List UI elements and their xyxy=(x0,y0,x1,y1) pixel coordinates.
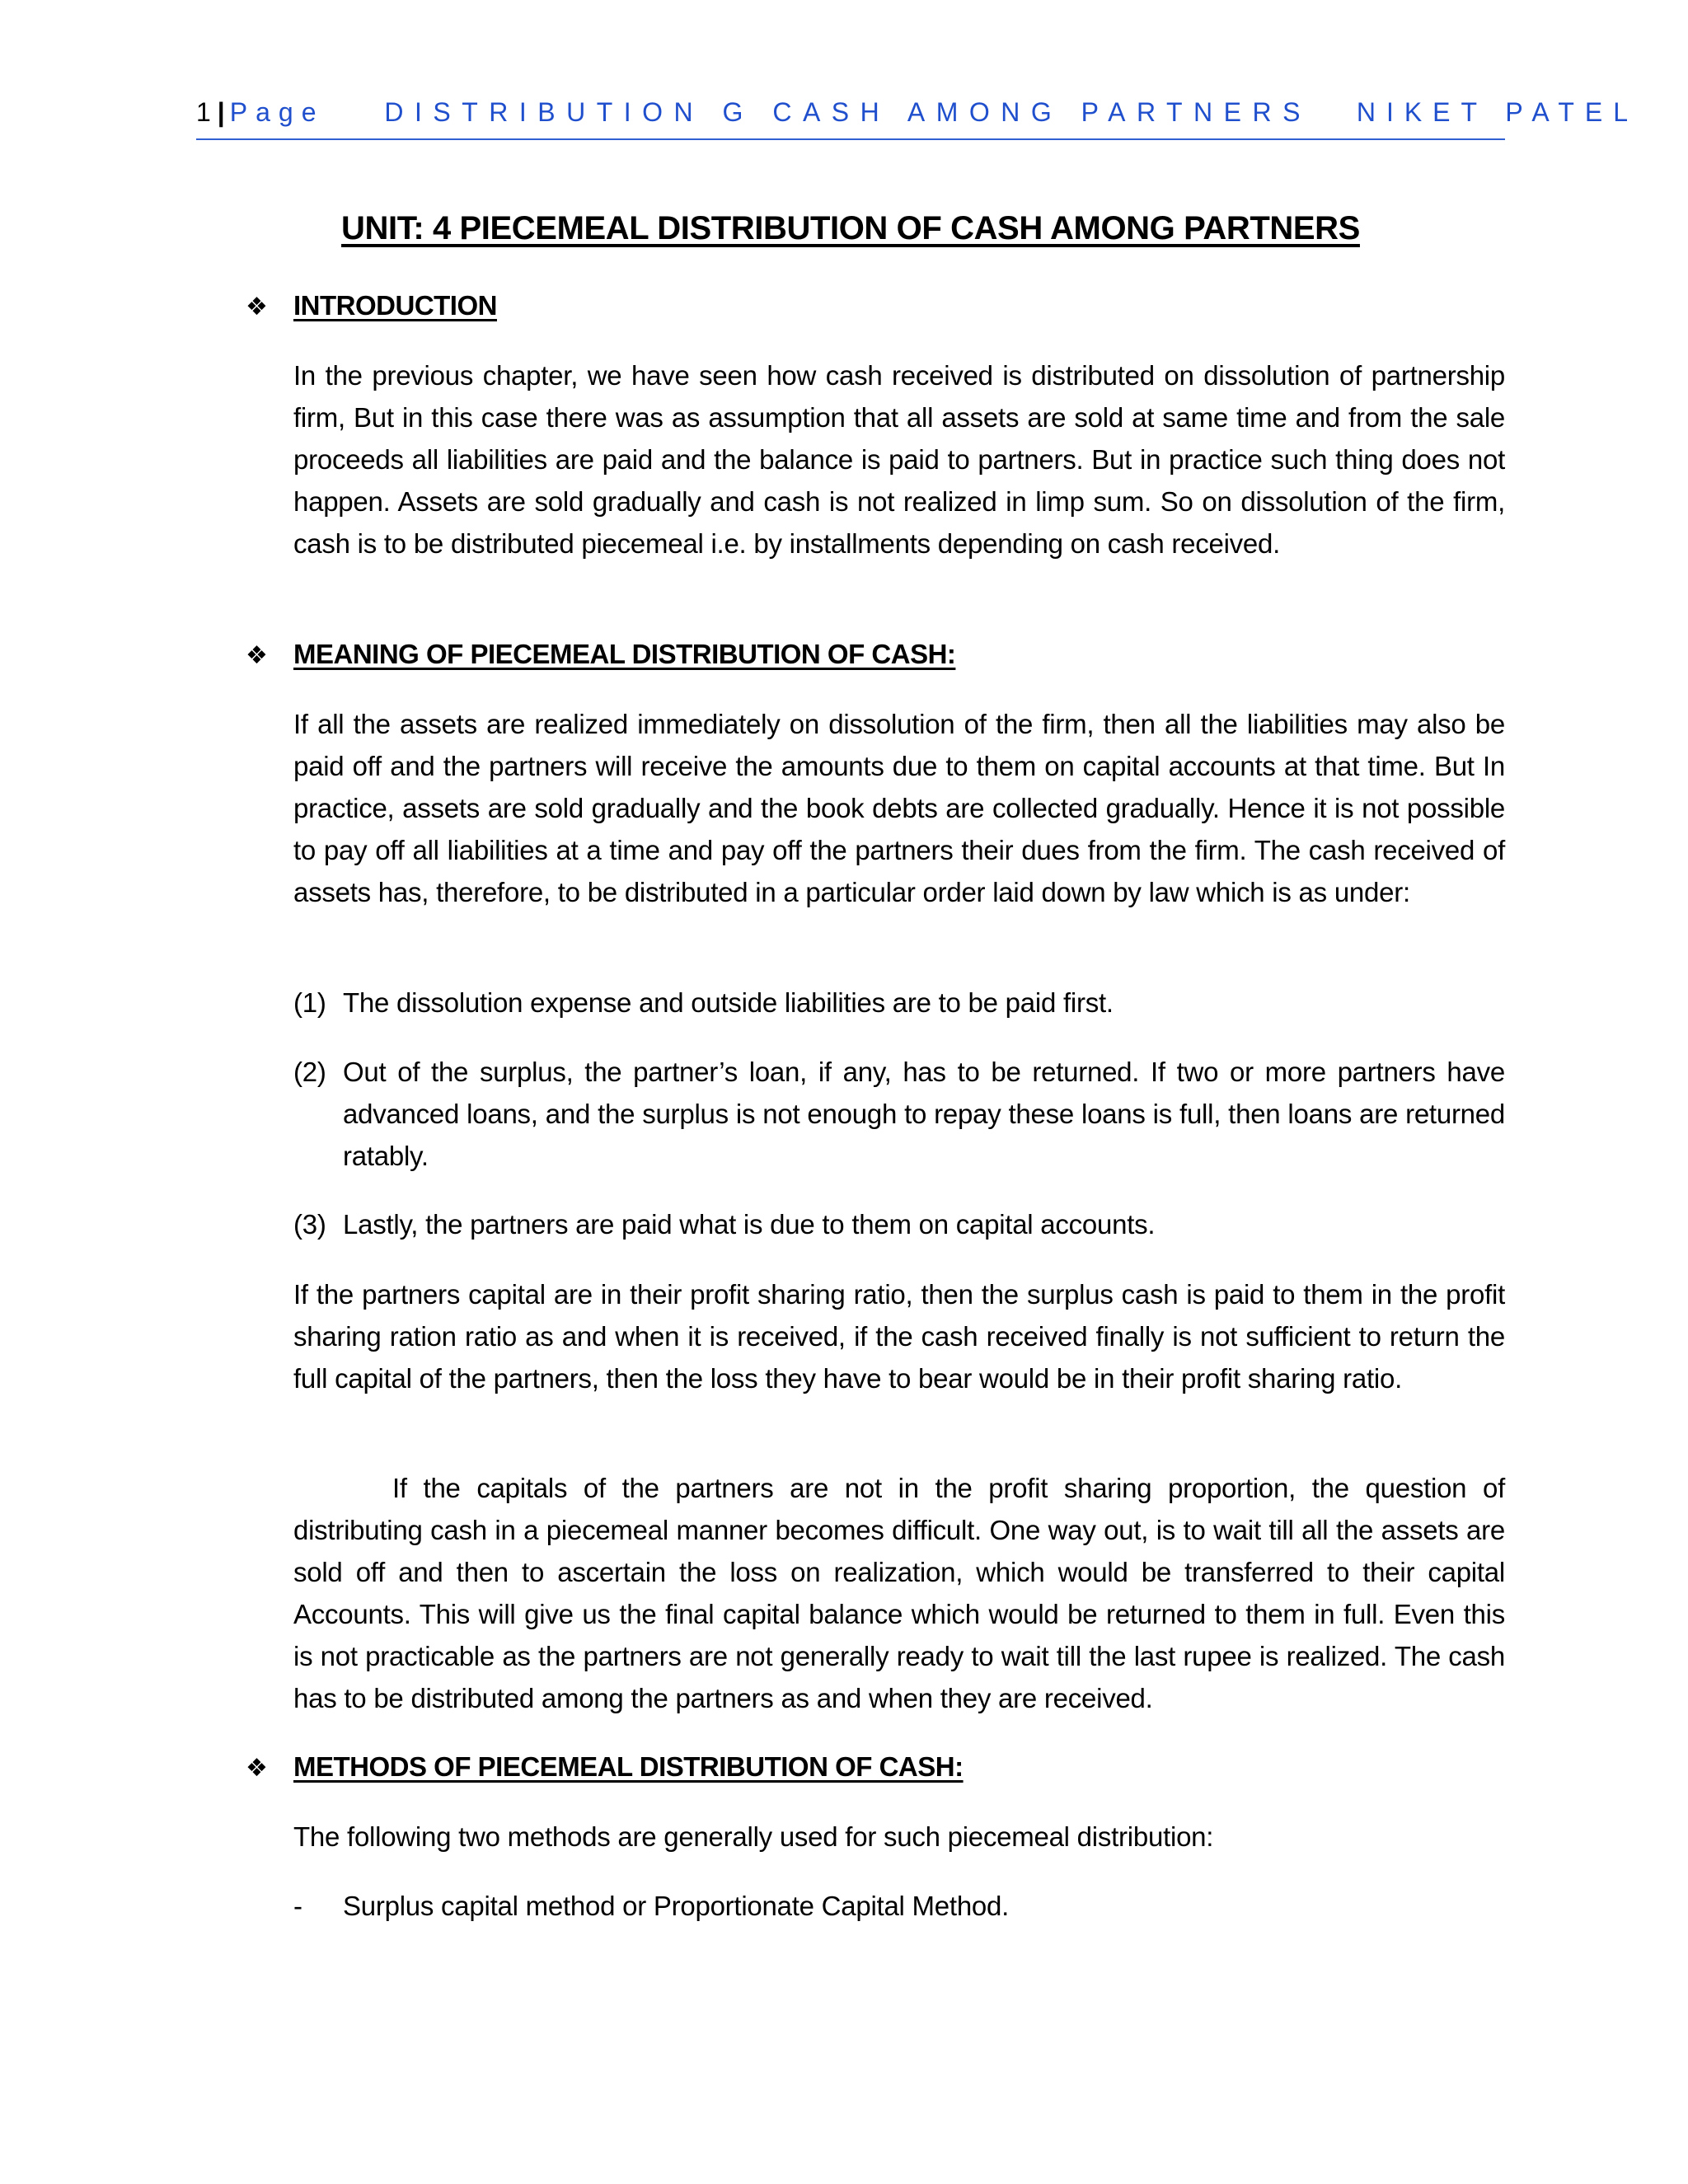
page-header xyxy=(196,97,1639,140)
page-separator: | xyxy=(217,97,225,127)
section-heading-meaning xyxy=(246,639,955,670)
meaning-paragraph-3: If the capitals of the partners are not in the profit sharing proportion, the question of distributing cash in a piecemeal manner becomes difficult. One way out, is to wait till all the assets are sold off and then to ascertain the loss on realization, which would be transferred to their capital Accounts. This will give us the final capital balance which would be returned to them in full. Even this is not practicable as the partners are not generally ready to wait till the last rupee is realized. The cash has to be distributed among the partners as and when they are received. xyxy=(293,1473,1505,1713)
header-author: NIKET PATEL xyxy=(1356,97,1639,127)
list-item xyxy=(293,982,1505,1024)
list-number: (1) xyxy=(293,987,326,1018)
list-text: The dissolution expense and outside liabilities are to be paid first. xyxy=(343,987,1114,1018)
list-item xyxy=(293,1885,1505,1927)
header-title: DISTRIBUTION G CASH AMONG PARTNERS xyxy=(384,97,1311,127)
list-text: Surplus capital method or Proportionate Capital Method. xyxy=(343,1891,1010,1921)
diamond-bullet-icon: ❖ xyxy=(246,642,268,669)
meaning-paragraph-2: If the partners capital are in their profit sharing ratio, then the surplus cash is paid to them in the profit sharing ration ratio as and when it is received, if the cash received finally is not sufficient to return the full capital of the partners, then the loss they have to bear would be in their profit sharing ratio. xyxy=(293,1279,1505,1394)
list-number: (2) xyxy=(293,1057,326,1087)
section-heading-text: INTRODUCTION xyxy=(293,290,497,321)
list-number: (3) xyxy=(293,1209,326,1240)
list-text: Out of the surplus, the partner’s loan, if any, has to be returned. If two or more partners have advanced loans, and the surplus is not enough to repay these loans is full, then loans are returned ratably. xyxy=(343,1057,1505,1171)
page-number: 1 xyxy=(196,97,211,127)
section-heading-introduction xyxy=(246,290,497,321)
page-label: Page xyxy=(229,97,325,127)
methods-paragraph: The following two methods are generally used for such piecemeal distribution: xyxy=(293,1821,1214,1852)
meaning-paragraph: If all the assets are realized immediately on dissolution of the firm, then all the liabilities may also be paid off and the partners will receive the amounts due to them on capital accounts at that time. But In practice, assets are sold gradually and the book debts are collected gradually. Hence it is not possible to pay off all liabilities at a time and pay off the partners their dues from the firm. The cash received of assets has, therefore, to be distributed in a particular order laid down by law which is as under: xyxy=(293,709,1505,907)
section-heading-methods xyxy=(246,1751,964,1783)
list-item xyxy=(293,1203,1505,1245)
list-dash: - xyxy=(293,1891,302,1921)
diamond-bullet-icon: ❖ xyxy=(246,293,268,321)
list-text: Lastly, the partners are paid what is due to them on capital accounts. xyxy=(343,1209,1156,1240)
section-heading-text: METHODS OF PIECEMEAL DISTRIBUTION OF CASH: xyxy=(293,1751,964,1782)
unit-title: UNIT: 4 PIECEMEAL DISTRIBUTION OF CASH AMONG PARTNERS xyxy=(341,210,1360,246)
section-heading-text: MEANING OF PIECEMEAL DISTRIBUTION OF CASH: xyxy=(293,639,956,669)
list-item xyxy=(293,1051,1505,1177)
introduction-paragraph: In the previous chapter, we have seen how cash received is distributed on dissolution of partnership firm, But in this case there was as assumption that all assets are sold at same time and from the sale proceeds all liabilities are paid and the balance is paid to partners. But in practice such thing does not happen. Assets are sold gradually and cash is not realized in limp sum. So on dissolution of the firm, cash is to be distributed piecemeal i.e. by installments depending on cash received. xyxy=(293,360,1505,559)
diamond-bullet-icon: ❖ xyxy=(246,1755,268,1782)
